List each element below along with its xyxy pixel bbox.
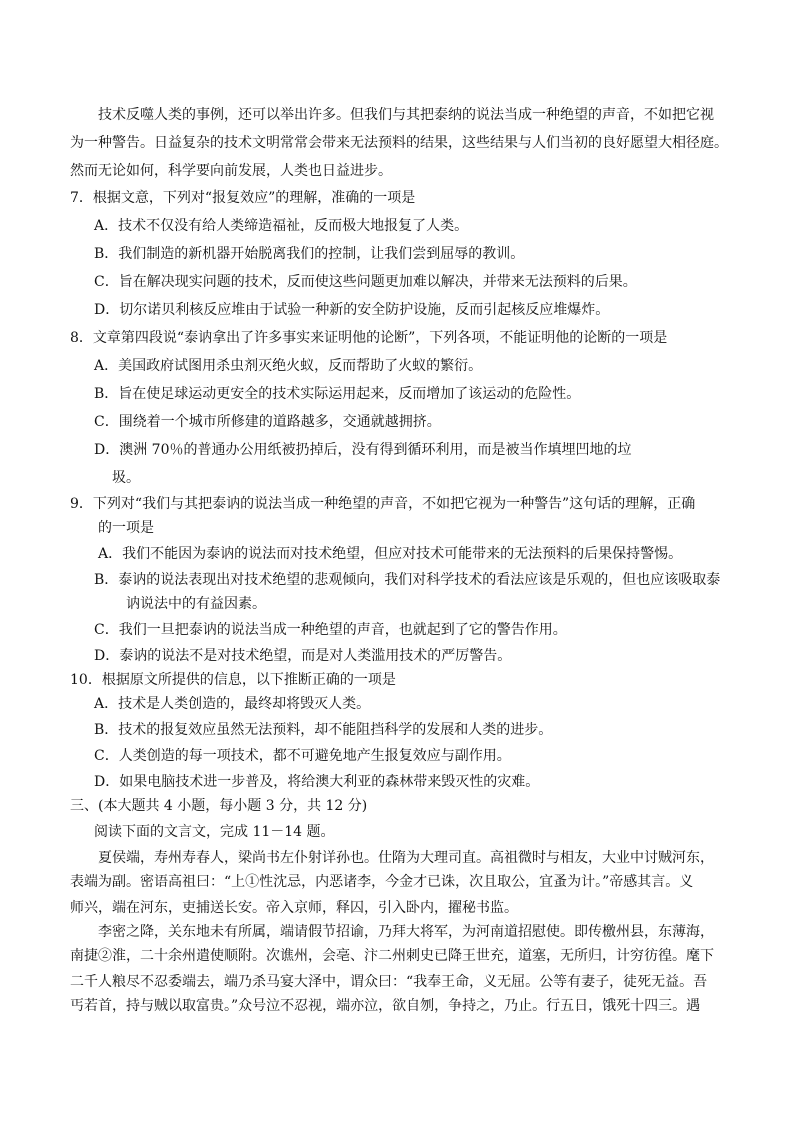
- section-3-heading: 三、(本大题共 4 小题，每小题 3 分，共 12 分): [70, 798, 368, 814]
- classical-text-p2-line-3: 二千人粮尽不忍委端去，端乃杀马宴大泽中，谓众曰：“我奉王命，义无屈。公等有妻子，徒死无益。吾: [70, 974, 708, 990]
- question-9-option-a: A．我们不能因为泰讷的说法而对技术绝望，但应对技术可能带来的无法预料的后果保持警惕。: [98, 546, 683, 562]
- question-7-option-c: C．旨在解决现实问题的技术，反而使这些问题更加难以解决，并带来无法预料的后果。: [94, 274, 637, 290]
- question-10-stem: 10．根据原文所提供的信息，以下推断正确的一项是: [70, 672, 396, 688]
- question-10-option-b: B．技术的报复效应虽然无法预料，却不能阻挡科学的发展和人类的进步。: [94, 722, 553, 738]
- question-8-option-c: C．围绕着一个城市所修建的道路越多，交通就越拥挤。: [94, 414, 441, 430]
- question-9-option-d: D．泰讷的说法不是对技术绝望，而是对人类滥用技术的严厉警告。: [94, 648, 512, 664]
- question-8-stem: 8．文章第四段说“泰讷拿出了许多事实来证明他的论断”，下列各项，不能证明他的论断的一项是: [70, 330, 668, 346]
- question-9-stem-line-2: 的一项是: [98, 520, 154, 536]
- question-9-stem-line-1: 9．下列对“我们与其把泰讷的说法当成一种绝望的声音，不如把它视为一种警告”这句话的理解，正确: [70, 496, 696, 512]
- question-9-option-c: C．我们一旦把泰讷的说法当成一种绝望的声音，也就起到了它的警告作用。: [94, 622, 567, 638]
- classical-text-p2-line-1: 李密之降，关东地未有所属，端请假节招谕，乃拜大将军，为河南道招慰使。即传檄州县，东薄海，: [98, 924, 714, 940]
- question-7-stem: 7．根据文意，下列对“报复效应”的理解，准确的一项是: [70, 190, 416, 206]
- question-7-option-d: D．切尔诺贝利核反应堆由于试验一种新的安全防护设施，反而引起核反应堆爆炸。: [94, 302, 610, 318]
- question-8-option-d-line-2: 圾。: [112, 470, 140, 486]
- question-8-option-b: B．旨在使足球运动更安全的技术实际运用起来，反而增加了该运动的危险性。: [94, 386, 581, 402]
- classical-text-p1-line-1: 夏侯端，寿州寿春人，梁尚书左仆射详孙也。仕隋为大理司直。高祖微时与相友，大业中讨贼河东，: [98, 850, 714, 866]
- question-8-option-a: A．美国政府试图用杀虫剂灭绝火蚁，反而帮助了火蚁的繁衍。: [94, 358, 483, 374]
- intro-line-3: 然而无论如何，科学要向前发展，人类也日益进步。: [70, 163, 392, 179]
- question-10-option-a: A．技术是人类创造的，最终却将毁灭人类。: [94, 696, 371, 712]
- classical-text-p1-line-3: 师兴，端在河东，吏捕送长安。帝入京师，释囚，引入卧内，擢秘书监。: [70, 900, 518, 916]
- question-7-option-b: B．我们制造的新机器开始脱离我们的控制，让我们尝到屈辱的教训。: [94, 246, 525, 262]
- question-8-option-d-line-1: D．澳洲 70％的普通办公用纸被扔掉后，没有得到循环利用，而是被当作填埋凹地的垃: [94, 442, 632, 458]
- question-9-option-b-line-1: B．泰讷的说法表现出对技术绝望的悲观倾向，我们对科学技术的看法应该是乐观的，但也应该吸取泰: [94, 572, 721, 588]
- question-10-option-c: C．人类创造的每一项技术，都不可避免地产生报复效应与副作用。: [94, 748, 511, 764]
- classical-text-p1-line-2: 表端为副。密语高祖曰：“上①性沈忌，内恶诸李，今金才已诛，次且取公，宜蚤为计。”帝感其言。义: [70, 874, 694, 890]
- classical-text-p2-line-2: 南捷②淮，二十余州遣使顺附。次谯州，会亳、汴二州刺史已降王世充，道塞，无所归，计穷彷徨。麾下: [70, 948, 714, 964]
- question-10-option-d: D．如果电脑技术进一步普及，将给澳大利亚的森林带来毁灭性的灾难。: [94, 774, 540, 790]
- intro-line-2: 为一种警告。日益复杂的技术文明常常会带来无法预料的结果，这些结果与人们当初的良好愿望大相径庭。: [70, 135, 728, 151]
- section-3-instruction: 阅读下面的文言文，完成 11－14 题。: [94, 824, 335, 840]
- intro-line-1: 技术反噬人类的事例，还可以举出许多。但我们与其把泰纳的说法当成一种绝望的声音，不如把它视: [98, 107, 714, 123]
- question-9-option-b-line-2: 讷说法中的有益因素。: [126, 596, 266, 612]
- classical-text-p2-line-4: 丐若首，持与贼以取富贵。”众号泣不忍视，端亦泣，欲自刎，争持之，乃止。行五日，饿死十四三。遇: [70, 998, 701, 1014]
- question-7-option-a: A．技术不仅没有给人类缔造福祉，反而极大地报复了人类。: [94, 218, 469, 234]
